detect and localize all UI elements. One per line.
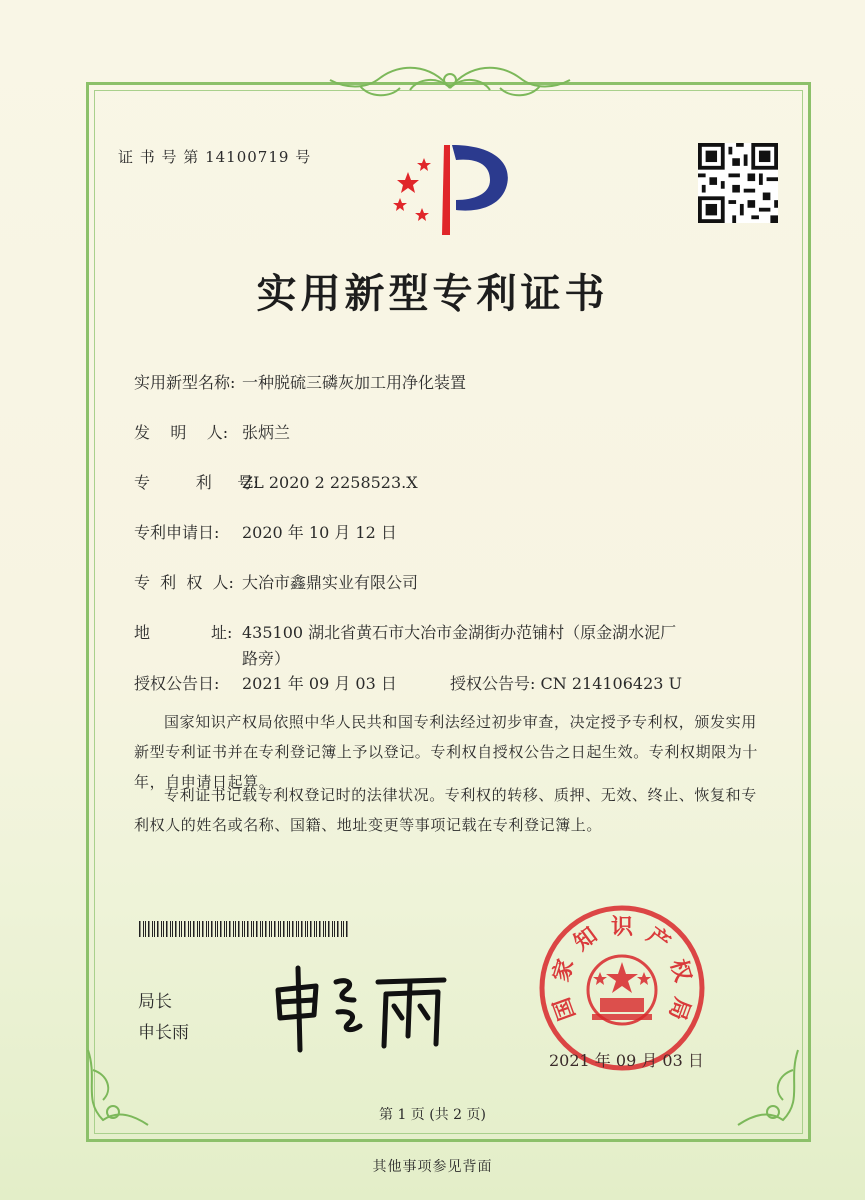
field-value: 大冶市鑫鼎实业有限公司 <box>242 573 419 592</box>
field-patent-number <box>134 470 418 496</box>
field-label: 专利申请日: <box>134 523 220 542</box>
grant-statement-paragraph: 国家知识产权局依照中华人民共和国专利法经过初步审查，决定授予专利权，颁发实用新型专利证书并在专利登记簿上予以登记。专利权自授权公告之日起生效。专利权期限为十年，自申请日起算。 <box>134 713 759 791</box>
field-value: 2020 年 10 月 12 日 <box>242 523 397 542</box>
field-value: ZL 2020 2 2258523.X <box>242 473 418 492</box>
field-value: CN 214106423 U <box>540 674 683 693</box>
field-label: 专 利 权 人: <box>134 573 234 592</box>
field-label: 发 明 人: <box>134 423 229 442</box>
field-label: 地 址: <box>134 623 233 642</box>
handwritten-signature <box>268 960 458 1055</box>
svg-text:识: 识 <box>610 915 634 940</box>
footer-note: 其他事项参见背面 <box>372 1159 493 1175</box>
field-utility-model-name <box>134 370 466 396</box>
svg-text:国: 国 <box>549 994 581 1024</box>
svg-text:权: 权 <box>664 956 696 985</box>
svg-text:产: 产 <box>641 922 675 957</box>
field-value: 张炳兰 <box>242 423 291 442</box>
svg-text:局: 局 <box>663 994 695 1024</box>
field-value: 一种脱硫三磷灰加工用净化装置 <box>242 373 467 392</box>
field-label: 实用新型名称: <box>134 373 236 392</box>
certificate-number: 证 书 号 第 14100719 号 <box>118 148 312 166</box>
field-value: 2021 年 09 月 03 日 <box>242 674 397 693</box>
field-label: 授权公告日: <box>134 674 220 693</box>
field-grant-publication-number <box>450 671 682 697</box>
certificate-title: 实用新型专利证书 <box>256 270 609 317</box>
field-value: 435100 湖北省黄石市大冶市金湖街办范铺村（原金湖水泥厂路旁） <box>242 623 677 668</box>
field-patentee <box>134 570 418 596</box>
legal-status-paragraph: 专利证书记载专利权登记时的法律状况。专利权的转移、质押、无效、终止、恢复和专利权人的姓名或名称、国籍、地址变更等事项记载在专利登记簿上。 <box>134 786 757 834</box>
svg-text:家: 家 <box>548 956 580 985</box>
field-address <box>134 620 694 672</box>
qr-code-icon <box>697 143 779 223</box>
svg-text:知: 知 <box>569 922 603 957</box>
field-filing-date <box>134 520 397 546</box>
field-label: 授权公告号: <box>450 674 536 693</box>
page-number: 第 1 页 (共 2 页) <box>379 1107 486 1123</box>
field-inventor <box>134 420 290 446</box>
field-grant-date <box>134 671 397 697</box>
director-title: 局长 <box>138 992 172 1012</box>
field-label: 专 利 号: <box>134 473 259 492</box>
director-name: 申长雨 <box>138 1023 189 1043</box>
patent-office-logo-icon <box>386 140 516 240</box>
barcode-icon <box>139 921 349 937</box>
seal-date: 2021 年 09 月 03 日 <box>549 1051 704 1070</box>
top-ornament-icon <box>320 58 580 106</box>
